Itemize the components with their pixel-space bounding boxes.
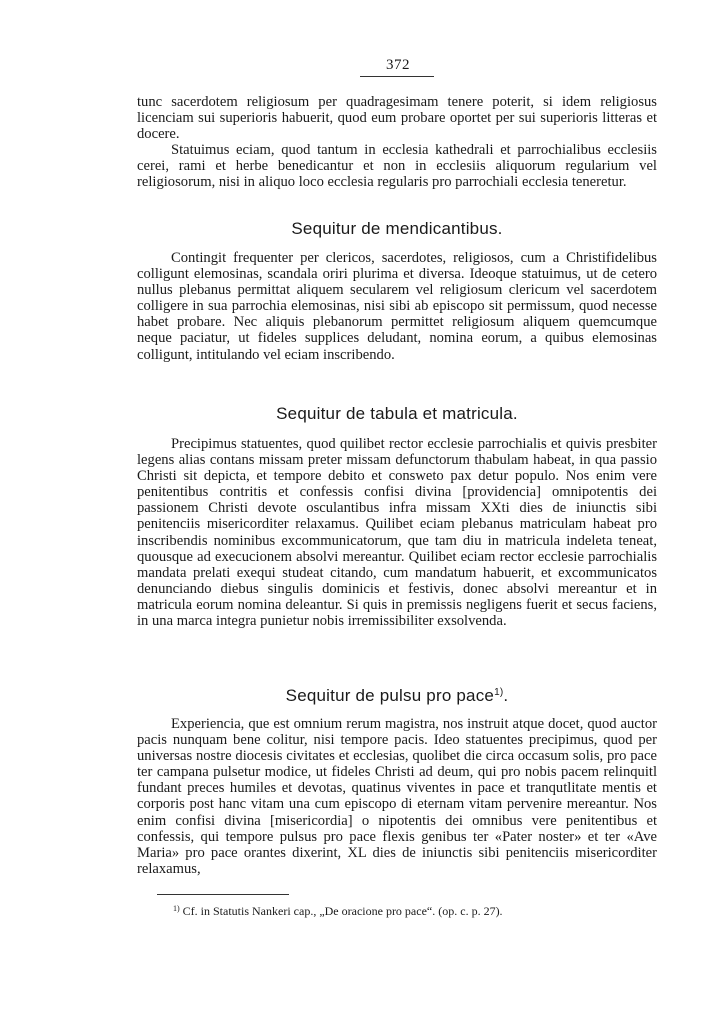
heading-text: Sequitur de pulsu pro pace xyxy=(285,686,495,705)
paragraph: Precipimus statuentes, quod quilibet rector ecclesie parrochialis et quivis presbiter legens alias contans missam preter missam defunctorum thabulam habeat, in qua passio Christi sit depicta, et tempore debito et consweto pax detur populo. Nos enim vere penitentibus contritis et confessis confisi divina [providencia] omnipotentis dei passionem Christi devote osculantibus infra missam XXti dies de iniunctis sibi penitenciis misericorditer relaxamus. Quilibet eciam plebanus matriculam habeat pro inscribendis nominibus excommunicatorum, que tam diu in matricula indeleta teneat, quousque ad execucionem absolvi mereantur. Quilibet eciam rector ecclesie parrochialis mandata prelati exequi studeat citando, cum mandatum habuerit, et excommunicatos denunciando diebus singulis dominicis et festivis, donec absolvi mereantur et in matricula eorum nomina deleantur. Si quis in premissis negligens fuerit et secus faciens, in una marca integra punietur nobis irremissibiliter exsolvenda. xyxy=(137,436,657,630)
paragraph: Statuimus eciam, quod tantum in ecclesia kathedrali et parrochialibus ecclesiis cerei, rami et herbe benedicantur et non in ecclesiis aliquorum regularium vel religiosorum, nisi in aliquo loco ecclesia regularis pro parrochiali ecclesia teneretur. xyxy=(137,142,657,191)
footnote-mark: 1) xyxy=(173,904,180,913)
page-number: 372 xyxy=(386,57,410,73)
section-heading-tabula-matricula: Sequitur de tabula et matricula. xyxy=(276,404,518,423)
paragraph: Experiencia, que est omnium rerum magistra, nos instruit atque docet, quod auctor pacis nunquam bene colitur, nisi tempore pacis. Ideo statuentes precipimus, quod per universas nostre diocesis civitates et ecclesias, quolibet die circa occasum solis, pro pace ter campana pulsetur modice, ut fideles Christi ad deum, qui pro nobis pacem relinquitl fundant preces humiles et devotas, quatinus viventes in pace et tranqutlitate mentis et corporis post hanc vitam una cum episcopo di eternam vitam pervenire mereantur. Nos enim confisi divina [misericordia] o nipotentis dei omnibus vere penitentibus et confessis, qui tempore pulsus pro pace flexis genibus ter «Pater noster» et ter «Ave Maria» pro pace orantes dixerint, XL dies de iniunctis sibi penitenciis misericorditer relaxamus, xyxy=(137,716,657,877)
section-heading-mendicantibus: Sequitur de mendicantibus. xyxy=(291,219,503,238)
text-block-continuation xyxy=(137,94,657,191)
footnote-rule xyxy=(157,894,289,895)
text-block-pulsu-pro-pace xyxy=(137,716,657,877)
paragraph: Contingit frequenter per clericos, sacerdotes, religiosos, cum a Christifidelibus colligunt elemosinas, scandala oriri plurima et diversa. Ideoque statuimus, ut de cetero nullus plebanus permittat aliquem secularem vel religiosum clericum vel sacerdotem colligere in sua parrochia elemosinas, nisi sibi ab episcopo sit permissum, quod necesse habet probare. Nec aliquis plebanorum permittet religiosum aliquem quemcumque neque paciatur, ut fideles supplices deludant, nomina eorum, a quibus elemosinas colligunt, intitulando vel eciam inscribendo. xyxy=(137,250,657,363)
text-block-mendicantibus xyxy=(137,250,657,363)
footnote-text: Cf. in Statutis Nankeri cap., „De oracione pro pace“. (op. c. p. 27). xyxy=(182,904,503,918)
text-block-tabula-matricula xyxy=(137,436,657,629)
page-number-rule xyxy=(360,76,434,77)
footnote-reference: 1) xyxy=(494,687,504,698)
footnote xyxy=(173,904,643,918)
paragraph: tunc sacerdotem religiosum per quadragesimam tenere poterit, si idem religiosus licenciam sui superioris habuerit, quod eum probare oportet per sui superioris litteras et docere. xyxy=(137,94,657,143)
section-heading-pulsu-pro-pace: Sequitur de pulsu pro pace$^{1)}$. xyxy=(285,686,509,705)
